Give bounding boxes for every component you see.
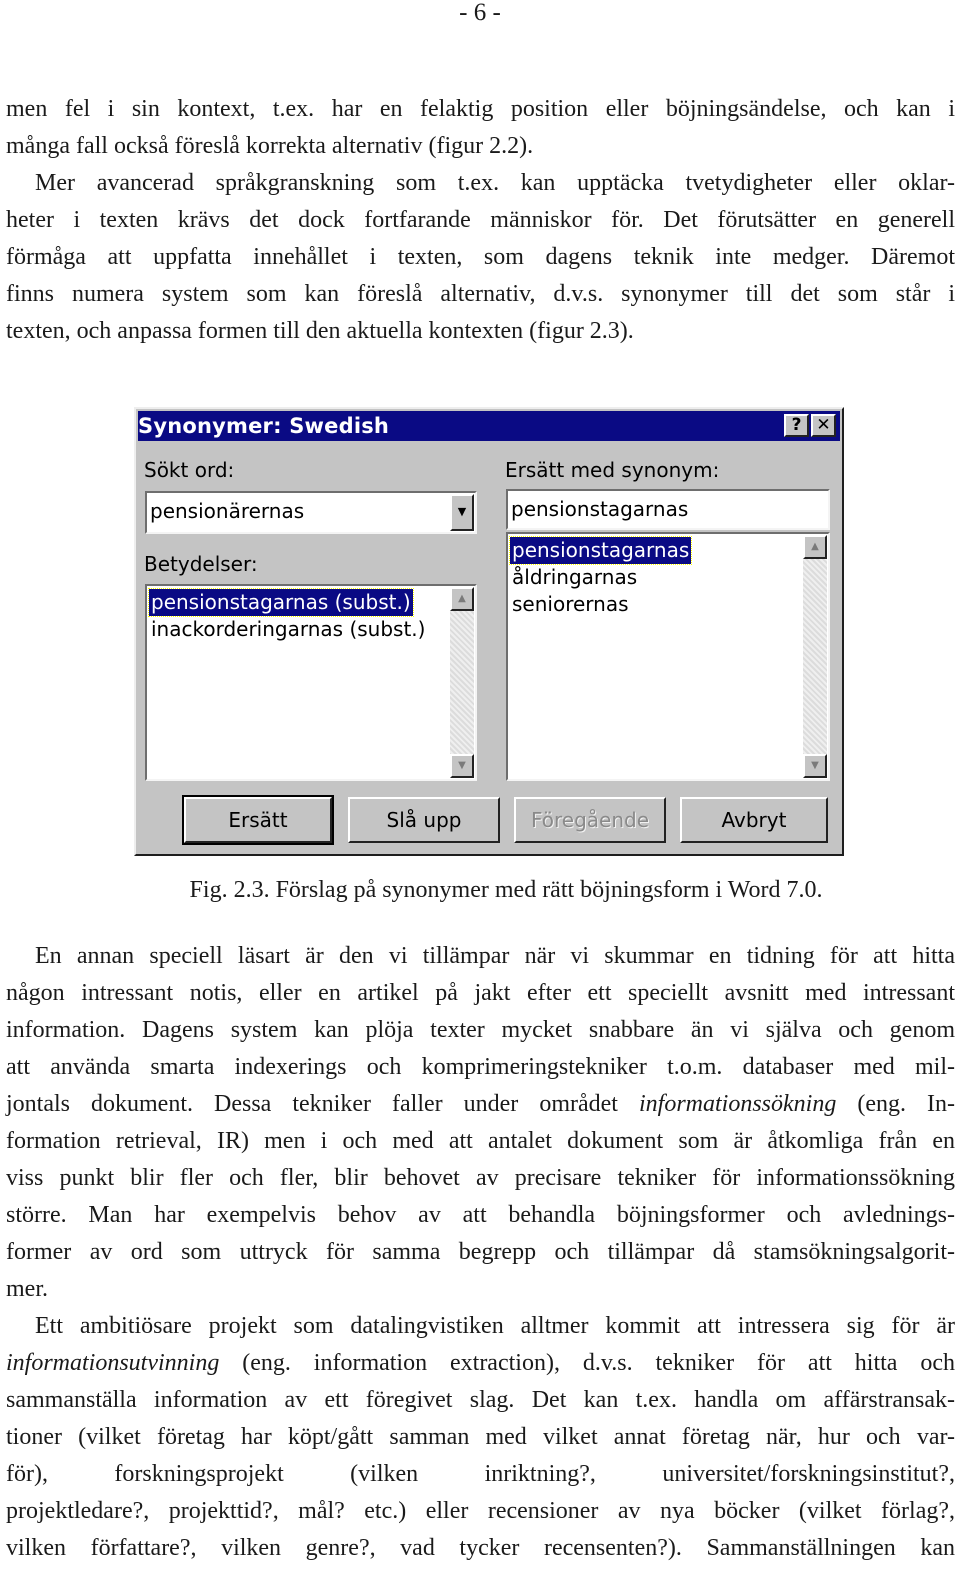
text-segment: jontals dokument. Dessa tekniker faller under området <box>6 1091 618 1117</box>
text-line: men fel i sin kontext, t.ex. har en felaktig position eller böjningsändelse, och kan i <box>6 96 955 122</box>
ersatt-label: Ersätt med synonym: <box>505 458 720 482</box>
emphasis-term: informationsutvinning <box>6 1350 220 1376</box>
ersatt-value: pensionstagarnas <box>511 497 689 521</box>
text-segment: (eng. information extraction), d.v.s. tekniker för att hitta och <box>242 1350 956 1376</box>
ersatt-button[interactable]: Ersätt <box>184 797 332 843</box>
paragraph-1 <box>6 91 955 165</box>
list-item[interactable]: inackorderingarnas (subst.) <box>151 617 426 641</box>
text-line: Ett ambitiösare projekt som datalingvistiken alltmer kommit att intressera sig för är <box>35 1313 955 1339</box>
text-line: att använda smarta indexerings och komprimeringstekniker t.o.m. databaser med mil- <box>6 1054 955 1080</box>
text-line <box>6 1086 955 1123</box>
text-line: mer. <box>6 1276 48 1302</box>
text-line: En annan speciell läsart är den vi tillämpar när vi skummar en tidning för att hitta <box>35 943 955 969</box>
scroll-down-icon[interactable]: ▼ <box>450 754 474 778</box>
text-line: för), forskningsprojekt (vilken inriktning?, universitet/forskningsinstitut?, <box>6 1461 955 1487</box>
text-line: tioner (vilket företag har köpt/gått samman med vilket annat företag när, hur och var- <box>6 1424 955 1450</box>
text-line: större. Man har exempelvis behov av att behandla böjningsformer och avlednings- <box>6 1202 955 1228</box>
dropdown-arrow-icon[interactable]: ▼ <box>450 494 474 531</box>
close-button[interactable]: ✕ <box>811 414 836 437</box>
foregaende-button[interactable]: Föregående <box>514 797 666 843</box>
sokt-ord-label: Sökt ord: <box>144 458 235 482</box>
sokt-ord-combobox[interactable] <box>145 491 477 534</box>
sokt-ord-value: pensionärernas <box>150 499 305 523</box>
paragraph-3 <box>6 938 955 1308</box>
text-line: finns numera system som kan föreslå alternativ, d.v.s. synonymer till det som står i <box>6 281 955 307</box>
paragraph-2 <box>6 165 955 350</box>
page-number: - 6 - <box>459 0 501 26</box>
help-button[interactable]: ? <box>784 414 809 437</box>
scroll-up-icon[interactable]: ▲ <box>450 587 474 611</box>
emphasis-term: informationssökning <box>638 1091 837 1117</box>
list-item[interactable]: seniorernas <box>512 592 629 616</box>
text-line: texten, och anpassa formen till den aktuella kontexten (figur 2.3). <box>6 318 634 344</box>
figure-caption: Fig. 2.3. Förslag på synonymer med rätt böjningsform i Word 7.0. <box>189 877 823 903</box>
list-item[interactable]: pensionstagarnas (subst.) <box>151 590 411 614</box>
sla-upp-button[interactable]: Slå upp <box>348 797 500 843</box>
text-segment: (eng. In- <box>857 1091 956 1117</box>
synonym-listbox[interactable] <box>506 532 830 781</box>
synonym-dialog <box>134 407 844 856</box>
betydelser-label: Betydelser: <box>144 552 258 576</box>
text-line: någon intressant notis, eller en artikel på jakt efter ett speciellt avsnitt med intressant <box>6 980 955 1006</box>
text-line: förmåga att uppfatta innehållet i texten, som dagens teknik inte medger. Däremot <box>6 244 955 270</box>
scroll-up-icon[interactable]: ▲ <box>803 535 827 559</box>
text-line: viss punkt blir fler och fler, blir behovet av precisare tekniker för informationssökning <box>6 1165 955 1191</box>
avbryt-button[interactable]: Avbryt <box>680 797 828 843</box>
text-line: information. Dagens system kan plöja texter mycket snabbare än vi själva och genom <box>6 1017 955 1043</box>
ersatt-input[interactable] <box>506 489 830 530</box>
text-line: sammanställa information av ett föregivet slag. Det kan t.ex. handla om affärstransak- <box>6 1387 955 1413</box>
dialog-titlebar <box>138 411 840 441</box>
text-line: vilken författare?, vilken genre?, vad tycker recensenten?). Sammanställningen kan <box>6 1535 955 1561</box>
dialog-title: Synonymer: Swedish <box>138 414 390 438</box>
text-line: Mer avancerad språkgranskning som t.ex. kan upptäcka tvetydigheter eller oklar- <box>35 170 955 196</box>
scrollbar[interactable] <box>803 535 827 778</box>
list-item[interactable]: pensionstagarnas <box>512 538 690 562</box>
text-line: former av ord som uttryck för samma begrepp och tillämpar då stamsökningsalgorit- <box>6 1239 955 1265</box>
betydelser-listbox[interactable] <box>145 584 477 781</box>
text-line: projektledare?, projekttid?, mål? etc.) eller recensioner av nya böcker (vilket förlag?, <box>6 1498 955 1524</box>
scroll-down-icon[interactable]: ▼ <box>803 754 827 778</box>
paragraph-4 <box>6 1308 955 1567</box>
text-line: många fall också föreslå korrekta alternativ (figur 2.2). <box>6 133 534 159</box>
scrollbar[interactable] <box>450 587 474 778</box>
text-line: formation retrieval, IR) men i och med att antalet dokument som är åtkomliga från en <box>6 1128 955 1154</box>
text-line: heter i texten krävs det dock fortfarande människor för. Det förutsätter en generell <box>6 207 955 233</box>
list-item[interactable]: åldringarnas <box>512 565 638 589</box>
text-line <box>6 1345 955 1382</box>
